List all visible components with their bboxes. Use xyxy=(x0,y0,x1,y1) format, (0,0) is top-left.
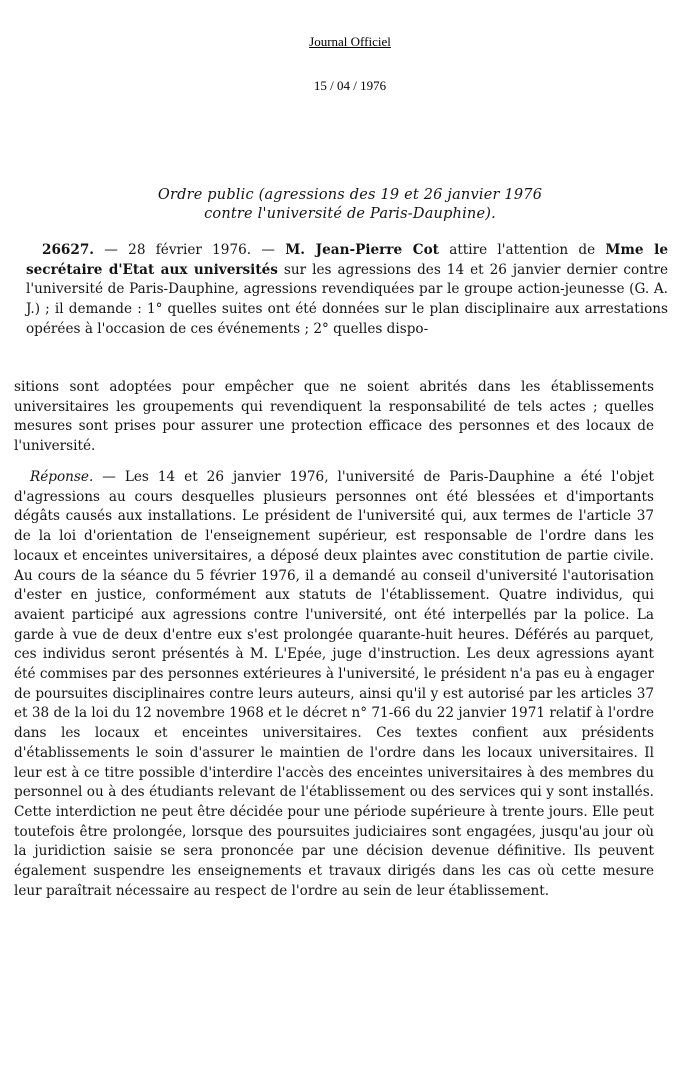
journal-title: Journal Officiel xyxy=(309,34,391,49)
question-number: 26627. xyxy=(42,242,95,258)
question-addressee: Mme le secrétaire d'Etat aux universités xyxy=(26,242,668,278)
question-title-line-2: contre l'université de Paris-Dauphine). xyxy=(204,206,496,222)
question-author: M. Jean-Pierre Cot xyxy=(285,242,439,258)
publication-date: 15 / 04 / 1976 xyxy=(313,78,387,93)
question-date: — 28 février 1976. — xyxy=(94,242,286,258)
question-continuation: sitions sont adoptées pour empêcher que ne soient abrités dans les établissements universitaires les groupements qui revendiquent la responsabilité de tels actes ; quelles mesures sont prises pour assurer une protection efficace des personnes et des locaux de l'université. xyxy=(14,379,654,455)
question-title xyxy=(0,186,700,224)
question-title-line-1: Ordre public (agressions des 19 et 26 janvier 1976 xyxy=(157,187,543,203)
answer-text: — Les 14 et 26 janvier 1976, l'université de Paris-Dauphine a été l'objet d'agressions au cours desquelles plusieurs personnes ont été blessées et d'importants dégâts causés aux installations. Le président de l'université qui, aux termes de l'article 37 de la loi d'orientation de l'enseignement supérieur, est responsable de l'ordre dans les locaux et enceintes universitaires, a déposé deux plaintes avec constitution de partie civile. Au cours de la séance du 5 février 1976, il a demandé au conseil d'université l'autorisation d'ester en justice, conformément aux statuts de l'établissement. Quatre individus, qui avaient participé aux agressions contre l'université, ont été interpellés par la police. La garde à vue de deux d'entre eux s'est prolongée quarante-huit heures. Déférés au parquet, ces individus seront présentés à M. L'Epée, juge d'instruction. Les deux agressions ayant été commises par des personnes extérieures à l'université, le président n'a pas eu à engager de poursuites disciplinaires contre leurs auteurs, ainsi qu'il y est autorisé par les articles 37 et 38 de la loi du 12 novembre 1968 et le décret n° 71-66 du 22 janvier 1971 relatif à l'ordre dans les locaux et enceintes universitaires. Ces textes confient aux présidents d'établissements le soin d'assurer le maintien de l'ordre dans les locaux universitaires. Il leur est à ce titre possible d'interdire l'accès des enceintes universitaires à des membres du personnel ou à des étudiants relevant de l'établissement ou des services qui y sont installés. Cette interdiction ne peut être décidée pour une période supérieure à trente jours. Elle peut toutefois être prolongée, lorsque des poursuites judiciaires sont engagées, jusqu'au jour où la juridiction saisie se sera prononcée par une décision devenue définitive. Ils peuvent également suspendre les enseignements et travaux dirigés dans les cas où cette mesure leur paraîtrait nécessaire au respect de l'ordre au sein de leur établissement. xyxy=(14,469,654,899)
answer-label: Réponse. xyxy=(30,469,94,485)
answer-paragraph xyxy=(14,468,654,901)
question-text: sur les agressions des 14 et 26 janvier dernier contre l'université de Paris-Dauphine, agressions revendiquées par le groupe action-jeunesse (G. A. J.) ; il demande : 1° quelles suites ont été données sur le plan disciplinaire aux arrestations opérées à l'occasion de ces événements ; 2° quelles dispo- xyxy=(26,261,668,337)
question-verb: attire l'attention de xyxy=(438,242,606,258)
question-paragraph xyxy=(26,241,668,340)
